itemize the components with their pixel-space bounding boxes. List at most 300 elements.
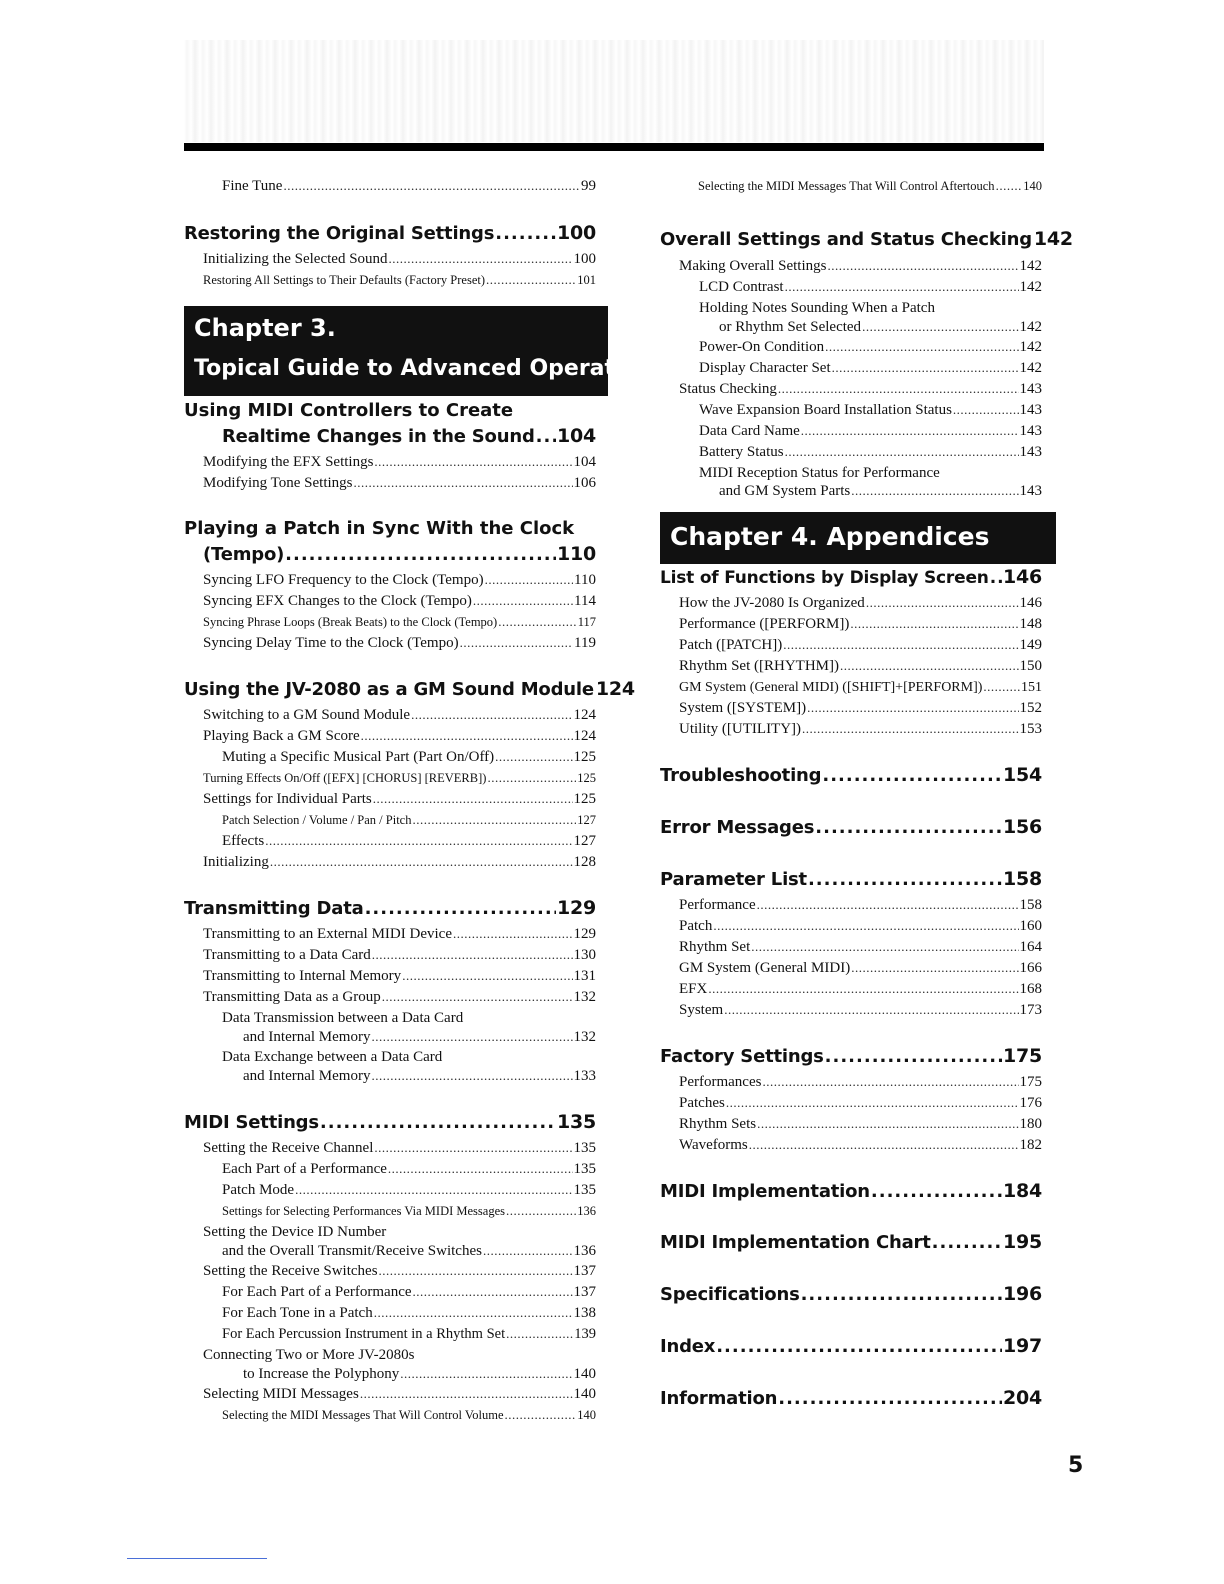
leader-dots	[983, 678, 1020, 696]
toc-entry[interactable]	[679, 657, 1042, 675]
toc-entry-title: Setting the Receive Switches	[203, 1263, 378, 1279]
toc-entry-page: 136	[577, 1204, 596, 1218]
toc-entry[interactable]	[679, 257, 1042, 275]
toc-entry-page: 135	[573, 1161, 596, 1177]
heading-title: Specifications	[660, 1284, 800, 1305]
toc-entry-page: 158	[1019, 897, 1042, 913]
toc-entry-page: 143	[1019, 483, 1042, 499]
leader-dots	[726, 1094, 1019, 1112]
toc-entry[interactable]	[699, 422, 1042, 440]
leader-dots	[871, 1181, 1002, 1203]
toc-entry-title: Transmitting to an External MIDI Device	[203, 926, 452, 942]
toc-entry-page: 133	[573, 1068, 596, 1084]
toc-entry-page: 143	[1019, 444, 1042, 460]
toc-entry[interactable]	[222, 1304, 596, 1322]
leader-dots	[850, 615, 1018, 633]
toc-section-heading[interactable]	[184, 897, 596, 920]
toc-entry-title: Wave Expansion Board Installation Status	[699, 402, 952, 418]
leader-dots	[807, 699, 1018, 717]
toc-section-heading[interactable]	[660, 816, 1042, 839]
toc-entry-title: Patch	[679, 918, 713, 934]
toc-entry-title: Syncing EFX Changes to the Clock (Tempo)	[203, 593, 472, 609]
toc-entry-page: 104	[573, 454, 596, 470]
toc-entry[interactable]	[203, 925, 596, 943]
leader-dots	[486, 271, 576, 289]
leader-dots	[295, 1181, 572, 1199]
leader-dots	[374, 1304, 573, 1322]
toc-entry[interactable]	[679, 1136, 1042, 1154]
toc-section-heading[interactable]	[660, 566, 1042, 589]
toc-entry[interactable]	[679, 1094, 1042, 1112]
heading-page: 204	[1002, 1387, 1042, 1409]
heading-page: 196	[1002, 1283, 1042, 1305]
toc-entry-page: 153	[1019, 721, 1042, 737]
toc-section-heading[interactable]	[660, 868, 1042, 891]
toc-entry-title: Restoring All Settings to Their Defaults (Factory Preset)	[203, 273, 486, 287]
footer-underline	[127, 1558, 267, 1559]
toc-entry-page: 143	[1019, 402, 1042, 418]
toc-entry-title: Settings for Selecting Performances Via MIDI Messages	[222, 1204, 505, 1218]
leader-dots	[411, 706, 572, 724]
toc-entry[interactable]	[203, 613, 596, 631]
toc-entry[interactable]	[222, 1242, 596, 1260]
leader-dots	[866, 594, 1019, 612]
toc-entry[interactable]	[222, 811, 596, 829]
toc-entry[interactable]	[203, 592, 596, 610]
toc-entry-page: 110	[574, 572, 596, 588]
leader-dots	[996, 177, 1023, 195]
toc-section-heading[interactable]	[660, 1231, 1042, 1254]
toc-entry-page: 182	[1019, 1137, 1042, 1153]
toc-entry-page: 132	[573, 1029, 596, 1045]
toc-entry[interactable]	[243, 1067, 596, 1085]
toc-entry-page: 125	[573, 749, 596, 765]
heading-page: 110	[556, 543, 596, 565]
heading-title: Error Messages	[660, 817, 815, 838]
leader-dots	[402, 967, 572, 985]
heading-title: MIDI Settings	[184, 1112, 319, 1133]
toc-entry-page: 143	[1019, 381, 1042, 397]
toc-entry-page: 125	[573, 791, 596, 807]
toc-entry-title: For Each Percussion Instrument in a Rhythm Set	[222, 1326, 506, 1342]
toc-section-heading[interactable]	[184, 678, 635, 701]
toc-entry[interactable]	[679, 678, 1042, 697]
heading-title: MIDI Implementation Chart	[660, 1232, 931, 1253]
toc-entry-page: 117	[577, 615, 596, 629]
toc-section-heading[interactable]	[660, 1335, 1042, 1358]
toc-entry-title: Muting a Specific Musical Part (Part On/Off)	[222, 749, 495, 765]
heading-title: List of Functions by Display Screen	[660, 568, 989, 588]
toc-entry[interactable]	[222, 1325, 596, 1343]
leader-dots	[320, 1112, 556, 1134]
toc-entry-title: Syncing Phrase Loops (Break Beats) to the Clock (Tempo)	[203, 615, 498, 629]
leader-dots	[827, 257, 1018, 275]
toc-entry-title: Selecting the MIDI Messages That Will Control Aftertouch	[698, 179, 995, 193]
leader-dots	[400, 1365, 572, 1383]
leader-dots	[365, 898, 556, 920]
toc-entry-page: 124	[573, 728, 596, 744]
toc-entry-page: 137	[573, 1263, 596, 1279]
leader-dots	[713, 917, 1018, 935]
heading-title: Troubleshooting	[660, 765, 822, 786]
toc-entry[interactable]	[699, 338, 1042, 356]
toc-entry-title: Settings for Individual Parts	[203, 791, 372, 807]
toc-entry-page: 150	[1019, 658, 1042, 674]
toc-entry-page: 128	[573, 854, 596, 870]
leader-dots	[932, 1232, 1002, 1254]
leader-dots	[371, 1067, 572, 1085]
toc-entry-page: 124	[573, 707, 596, 723]
toc-entry-title: Initializing	[203, 854, 269, 870]
leader-dots	[505, 1406, 577, 1424]
heading-title: Realtime Changes in the Sound	[222, 426, 535, 447]
toc-entry-page: 142	[1019, 339, 1042, 355]
toc-section-heading[interactable]	[203, 543, 596, 566]
toc-entry[interactable]	[222, 832, 596, 850]
toc-entry-title: GM System (General MIDI)	[679, 960, 851, 976]
leader-dots	[495, 748, 572, 766]
toc-entry-page: 142	[1019, 258, 1042, 274]
toc-entry-title: How the JV-2080 Is Organized	[679, 595, 865, 611]
toc-entry[interactable]	[679, 1115, 1042, 1133]
leader-dots	[483, 1242, 573, 1260]
toc-entry[interactable]	[203, 474, 596, 492]
toc-section-heading[interactable]	[660, 1045, 1042, 1068]
leader-dots	[361, 727, 573, 745]
toc-entry-title: Fine Tune	[222, 178, 283, 194]
toc-entry-title: LCD Contrast	[699, 279, 784, 295]
toc-entry-title: Power-On Condition	[699, 339, 825, 355]
toc-entry-page: 138	[573, 1305, 596, 1321]
toc-entry-title: Display Character Set	[699, 360, 831, 376]
toc-entry[interactable]	[222, 1202, 596, 1220]
toc-entry-title: Patches	[679, 1095, 725, 1111]
toc-entry-title: to Increase the Polyphony	[243, 1366, 400, 1382]
toc-entry-page: 175	[1019, 1074, 1042, 1090]
toc-entry[interactable]	[203, 790, 596, 808]
toc-entry[interactable]	[679, 380, 1042, 398]
heading-page: 156	[1002, 816, 1042, 838]
chapter-4-banner	[660, 512, 1056, 564]
toc-entry-title: Transmitting to a Data Card	[203, 947, 371, 963]
toc-section-heading[interactable]	[660, 1180, 1042, 1203]
heading-title: (Tempo)	[203, 544, 285, 565]
leader-dots	[498, 613, 577, 631]
toc-entry[interactable]	[679, 896, 1042, 914]
toc-entry-title: Syncing LFO Frequency to the Clock (Tempo)	[203, 572, 484, 588]
toc-entry[interactable]	[679, 594, 1042, 612]
toc-section-heading[interactable]	[184, 222, 596, 245]
heading-page: 184	[1002, 1180, 1042, 1202]
toc-entry[interactable]	[222, 748, 596, 766]
toc-entry-page: 136	[573, 1243, 596, 1259]
toc-entry-title: or Rhythm Set Selected	[719, 319, 862, 335]
toc-entry-line1: Holding Notes Sounding When a Patch	[699, 300, 935, 316]
toc-entry-title: System ([SYSTEM])	[679, 700, 807, 716]
toc-entry-page: 106	[573, 475, 596, 491]
toc-entry-title: Effects	[222, 833, 265, 849]
toc-entry[interactable]	[699, 278, 1042, 296]
leader-dots	[265, 832, 572, 850]
leader-dots	[757, 896, 1019, 914]
leader-dots	[413, 1283, 573, 1301]
heading-page: 146	[1002, 566, 1042, 588]
toc-entry-title: Performances	[679, 1074, 762, 1090]
leader-dots	[371, 1028, 572, 1046]
leader-dots	[751, 938, 1018, 956]
heading-title: Factory Settings	[660, 1046, 824, 1067]
toc-entry[interactable]	[243, 1028, 596, 1046]
toc-section-heading[interactable]	[222, 425, 596, 448]
toc-entry[interactable]	[222, 1160, 596, 1178]
leader-dots	[990, 567, 1002, 589]
toc-entry-title: Modifying Tone Settings	[203, 475, 353, 491]
heading-title: Parameter List	[660, 869, 807, 890]
toc-entry[interactable]	[222, 1406, 596, 1424]
toc-entry-title: Performance ([PERFORM])	[679, 616, 850, 632]
toc-entry-page: 146	[1019, 595, 1042, 611]
leader-dots	[862, 318, 1018, 336]
leader-dots	[785, 278, 1019, 296]
leader-dots	[832, 359, 1019, 377]
toc-entry-title: Rhythm Set	[679, 939, 751, 955]
toc-entry[interactable]	[719, 318, 1042, 336]
toc-entry[interactable]	[679, 1073, 1042, 1091]
leader-dots	[801, 1284, 1002, 1306]
header-texture-band	[184, 40, 1044, 142]
toc-entry-title: Status Checking	[679, 381, 777, 397]
toc-entry-title: For Each Part of a Performance	[222, 1284, 412, 1300]
chapter-3-banner	[184, 306, 654, 396]
heading-page: 135	[556, 1111, 596, 1133]
toc-entry[interactable]	[679, 917, 1042, 935]
heading-page: 197	[1002, 1335, 1042, 1357]
toc-entry[interactable]	[203, 769, 596, 787]
heading-title: Restoring the Original Settings	[184, 223, 495, 244]
toc-entry-page: 140	[573, 1366, 596, 1382]
toc-entry-title: System	[679, 1002, 724, 1018]
toc-entry[interactable]	[699, 443, 1042, 461]
toc-entry-page: 127	[573, 833, 596, 849]
toc-entry-line1: Data Exchange between a Data Card	[222, 1049, 443, 1065]
toc-entry-line1: Setting the Device ID Number	[203, 1224, 387, 1240]
toc-entry-page: 142	[1019, 360, 1042, 376]
toc-entry-page: 125	[577, 771, 596, 785]
toc-entry-page: 142	[1019, 279, 1042, 295]
toc-entry[interactable]	[222, 1283, 596, 1301]
heading-page: 175	[1002, 1045, 1042, 1067]
leader-dots	[757, 1115, 1018, 1133]
toc-entry-page: 101	[577, 273, 596, 287]
toc-entry-title: Patch Selection / Volume / Pan / Pitch	[222, 813, 412, 827]
toc-entry[interactable]	[679, 699, 1042, 717]
toc-entry-title: Selecting the MIDI Messages That Will Control Volume	[222, 1408, 504, 1422]
toc-entry[interactable]	[699, 359, 1042, 377]
toc-entry[interactable]	[243, 1365, 596, 1383]
heading-page: 158	[1002, 868, 1042, 890]
leader-dots	[783, 636, 1018, 654]
toc-entry-page: 130	[573, 947, 596, 963]
leader-dots	[808, 869, 1002, 891]
toc-entry[interactable]	[203, 727, 596, 745]
leader-dots	[412, 811, 576, 829]
toc-entry-title: Playing Back a GM Score	[203, 728, 360, 744]
toc-section-heading-line1: Using MIDI Controllers to Create	[184, 400, 514, 421]
leader-dots	[716, 1336, 1002, 1358]
toc-entry[interactable]	[699, 401, 1042, 419]
toc-entry[interactable]	[679, 636, 1042, 654]
toc-section-heading[interactable]	[660, 764, 1042, 787]
leader-dots	[453, 925, 573, 943]
toc-entry[interactable]	[203, 250, 596, 268]
heading-title: Overall Settings and Status Checking	[660, 229, 1032, 250]
leader-dots	[802, 720, 1018, 738]
toc-entry[interactable]	[679, 938, 1042, 956]
toc-entry-page: 114	[574, 593, 596, 609]
toc-entry-title: Modifying the EFX Settings	[203, 454, 374, 470]
heading-page: 154	[1002, 764, 1042, 786]
toc-entry-page: 139	[574, 1326, 596, 1342]
toc-entry[interactable]	[203, 571, 596, 589]
leader-dots	[778, 380, 1019, 398]
heading-page: 129	[556, 897, 596, 919]
leader-dots	[506, 1202, 576, 1220]
toc-entry-title: Rhythm Sets	[679, 1116, 757, 1132]
heading-page: 142	[1033, 228, 1073, 250]
leader-dots	[778, 1388, 1002, 1410]
chapter-3-title: Topical Guide to Advanced Operation	[194, 356, 654, 381]
toc-entry[interactable]	[222, 177, 596, 195]
toc-entry-title: For Each Tone in a Patch	[222, 1305, 373, 1321]
toc-entry-page: 127	[577, 813, 596, 827]
leader-dots	[388, 1160, 573, 1178]
toc-entry-title: GM System (General MIDI) ([SHIFT]+[PERFORM])	[679, 680, 983, 695]
leader-dots	[495, 223, 556, 245]
toc-entry-title: Turning Effects On/Off ([EFX] [CHORUS] [REVERB])	[203, 771, 487, 785]
leader-dots	[822, 765, 1002, 787]
toc-entry-title: Each Part of a Performance	[222, 1161, 387, 1177]
chapter-3-number: Chapter 3.	[194, 314, 336, 342]
toc-entry[interactable]	[203, 1262, 596, 1280]
toc-section-heading[interactable]	[184, 1111, 596, 1134]
leader-dots	[801, 422, 1019, 440]
chapter-4-title: Chapter 4. Appendices	[670, 522, 990, 551]
toc-entry-page: 140	[577, 1408, 596, 1422]
heading-page: 195	[1002, 1231, 1042, 1253]
leader-dots	[374, 1139, 572, 1157]
toc-entry[interactable]	[203, 967, 596, 985]
leader-dots	[374, 453, 572, 471]
toc-entry[interactable]	[679, 959, 1042, 977]
toc-entry-title: Battery Status	[699, 444, 784, 460]
toc-entry[interactable]	[203, 853, 596, 871]
toc-section-heading[interactable]	[660, 228, 1073, 251]
page-number: 5	[1068, 1453, 1084, 1478]
toc-entry[interactable]	[679, 1001, 1042, 1019]
toc-entry-page: 129	[573, 926, 596, 942]
toc-entry-page: 180	[1019, 1116, 1042, 1132]
leader-dots	[373, 790, 573, 808]
toc-entry[interactable]	[203, 1139, 596, 1157]
toc-entry-page: 119	[574, 635, 596, 651]
toc-entry[interactable]	[203, 271, 596, 289]
toc-section-heading-line1: Playing a Patch in Sync With the Clock	[184, 518, 575, 539]
heading-title: Information	[660, 1388, 778, 1409]
toc-entry-title: Transmitting to Internal Memory	[203, 968, 402, 984]
leader-dots	[354, 474, 573, 492]
leader-dots	[372, 946, 573, 964]
toc-entry-page: 176	[1019, 1095, 1042, 1111]
toc-entry-title: Setting the Receive Channel	[203, 1140, 374, 1156]
heading-page: 100	[556, 222, 596, 244]
toc-entry-page: 140	[573, 1386, 596, 1402]
toc-entry[interactable]	[222, 1181, 596, 1199]
heading-page: 124	[595, 678, 635, 700]
toc-entry-page: 168	[1019, 981, 1042, 997]
leader-dots	[360, 1385, 573, 1403]
toc-entry-page: 148	[1019, 616, 1042, 632]
toc-entry-page: 151	[1021, 680, 1042, 695]
toc-entry-title: and Internal Memory	[243, 1068, 371, 1084]
toc-entry-title: Making Overall Settings	[679, 258, 827, 274]
leader-dots	[473, 592, 573, 610]
toc-entry-title: Performance	[679, 897, 756, 913]
toc-entry-page: 142	[1019, 319, 1042, 335]
toc-section-heading[interactable]	[660, 1283, 1042, 1306]
toc-section-heading[interactable]	[660, 1387, 1042, 1410]
toc-entry[interactable]	[203, 634, 596, 652]
toc-entry[interactable]	[698, 177, 1042, 195]
toc-entry[interactable]	[719, 482, 1042, 500]
toc-entry-page: 135	[573, 1140, 596, 1156]
toc-entry[interactable]	[679, 980, 1042, 998]
leader-dots	[382, 988, 573, 1006]
leader-dots	[270, 853, 573, 871]
toc-entry-page: 99	[581, 178, 596, 194]
leader-dots	[825, 1046, 1002, 1068]
toc-entry[interactable]	[203, 453, 596, 471]
toc-entry[interactable]	[203, 706, 596, 724]
leader-dots	[485, 571, 573, 589]
leader-dots	[536, 426, 556, 448]
toc-entry-page: 143	[1019, 423, 1042, 439]
leader-dots	[840, 657, 1019, 675]
toc-entry-title: Waveforms	[679, 1137, 748, 1153]
toc-entry-page: 132	[573, 989, 596, 1005]
toc-entry-title: Syncing Delay Time to the Clock (Tempo)	[203, 635, 459, 651]
heading-title: MIDI Implementation	[660, 1181, 870, 1202]
toc-entry-page: 149	[1019, 637, 1042, 653]
toc-entry-title: Transmitting Data as a Group	[203, 989, 381, 1005]
leader-dots	[825, 338, 1018, 356]
toc-entry[interactable]	[203, 1385, 596, 1403]
toc-entry-title: and the Overall Transmit/Receive Switches	[222, 1243, 482, 1259]
toc-entry-page: 164	[1019, 939, 1042, 955]
toc-entry[interactable]	[203, 988, 596, 1006]
toc-entry[interactable]	[203, 946, 596, 964]
toc-entry[interactable]	[679, 720, 1042, 738]
toc-entry-title: Patch Mode	[222, 1182, 295, 1198]
leader-dots	[379, 1262, 573, 1280]
toc-entry-line1: Data Transmission between a Data Card	[222, 1010, 464, 1026]
toc-entry-title: Utility ([UTILITY])	[679, 721, 802, 737]
toc-entry[interactable]	[679, 615, 1042, 633]
toc-entry-line1: MIDI Reception Status for Performance	[699, 465, 940, 481]
toc-entry-page: 131	[573, 968, 596, 984]
heading-title: Index	[660, 1336, 716, 1357]
leader-dots	[851, 959, 1018, 977]
toc-entry-page: 140	[1023, 179, 1042, 193]
